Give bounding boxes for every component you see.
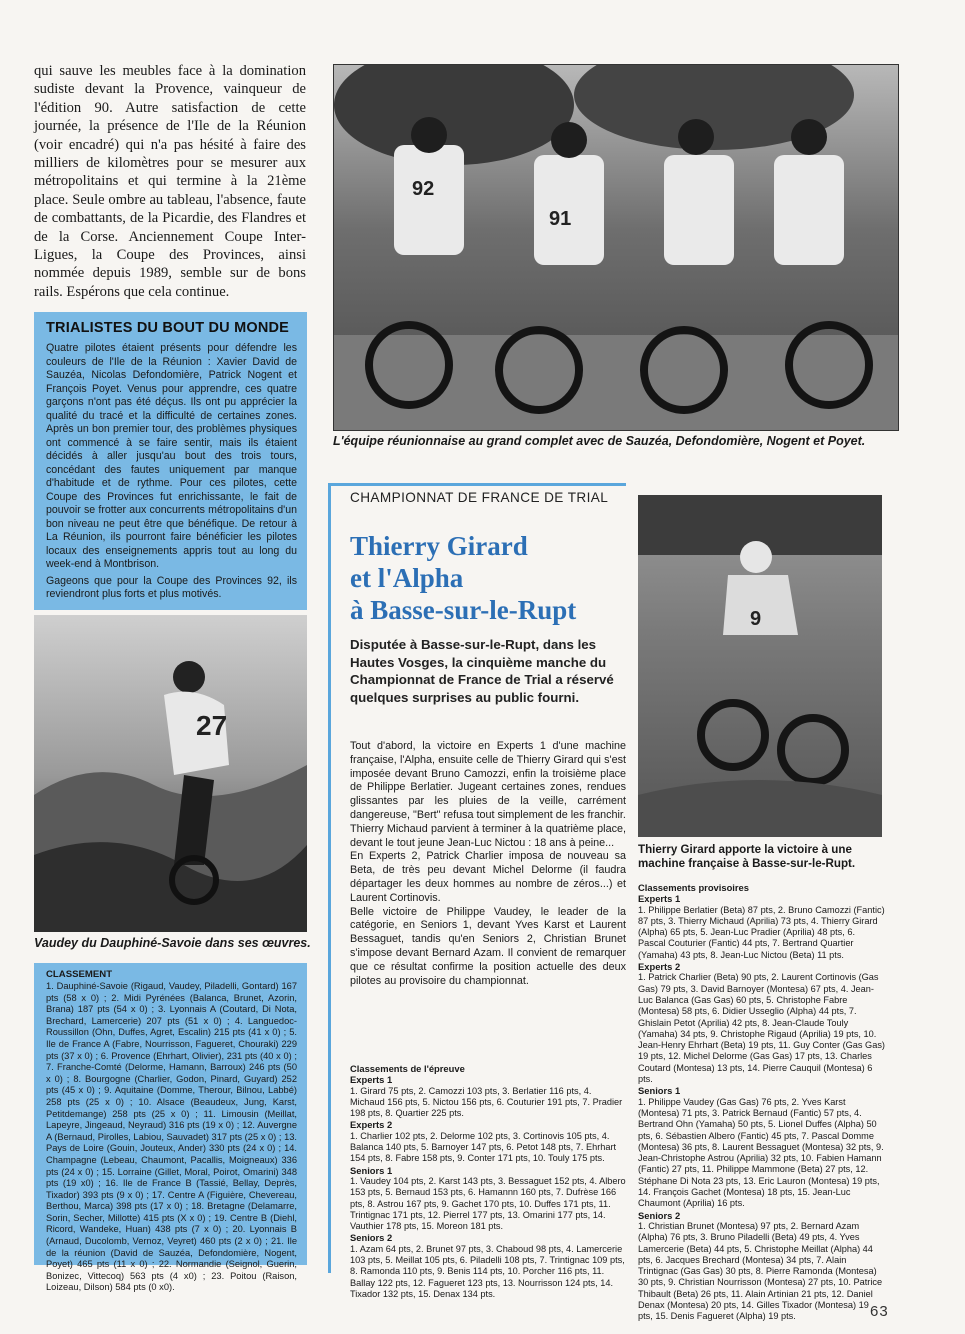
results-prov-seniors2-label: Seniors 2 [638,1209,681,1221]
results-epreuve [350,1063,626,1300]
bib-number-91: 91 [549,208,572,230]
caption-team: L'équipe réunionnaise au grand complet avec de Sauzéa, Defondomière, Nogent et Poyet. [333,434,866,448]
caption-vaudey: Vaudey du Dauphiné-Savoie dans ses œuvres. [34,936,311,950]
results-provisoires [638,882,885,1323]
results-prov-experts2-label: Experts 2 [638,961,681,973]
article-paragraph-3: En Experts 2, Patrick Charlier imposa de nouveau sa Beta, de très peu devant Michel Delorme (il faudra départager les deux hommes au nombre de zéros...) et Laurent Cortinovis. [350,850,626,904]
results-epreuve-experts2-label: Experts 2 [350,1119,393,1131]
bib-number-27: 27 [196,710,228,741]
headline-line-3: à Basse-sur-le-Rupt [350,595,577,625]
intro-paragraph: qui sauve les meubles face à la domination sudiste devant la Provence, vainqueur de l'édition 90. Autre satisfaction de cette journée, la présence de l'Ile de la Réunion (voir encadré) qui n'a pas hésité à faire des milliers de kilomètres pour se mesurer aux métropolitains et qui termine à la 21ème place. Seule ombre au tableau, l'absence, faute de combattants, de la Picardie, des Flandres et de la Corse. Anciennement Coupe Inter-Ligues, la Coupe des Provinces, ainsi nommée depuis 1989, semble sur de bons rails. Espérons que cela continue. [34,63,306,300]
sidebar-title: TRIALISTES DU BOUT DU MONDE [46,320,290,336]
article-paragraph-2: Thierry Michaud parvient à terminer à la quatrième place, devant le tout jeune Jean-Luc Nictou : 18 ans à peine... [350,822,626,849]
headline-line-2: et l'Alpha [350,563,464,593]
sidebar-paragraph-2: Gageons que pour la Coupe des Provinces 92, ils reviendront plus forts et plus motivés. [46,574,297,600]
results-prov-experts1: 1. Philippe Berlatier (Beta) 87 pts, 2. Bruno Camozzi (Fantic) 87 pts, 3. Thierry Michaud (Aprilia) 73 pts, 4. Thierry Girard (Alpha) 65 pts, 5. Jean-Luc Pradier (Aprilia) 48 pts, 6. Pascal Couturier (Fantic) 44 pts, 7. Bertrand Quartier (Yamaha) 43 pts, 8. Jean-Luc Nictou (Beta) 11 pts. [638,904,885,960]
results-epreuve-seniors2-label: Seniors 2 [350,1232,393,1244]
results-prov-seniors1: 1. Philippe Vaudey (Gas Gas) 76 pts, 2. Yves Karst (Montesa) 71 pts, 3. Patrick Bernaud (Fantic) 57 pts, 4. Bertrand Ohn (Yamaha) 50 pts, 5. Lionel Duffes (Alpha) 50 pts, 6. Sébastien Albero (Fantic) 45 pts, 7. Pascal Domme (Montesa) 36 pts, 8. Laurent Bessaguet (Montesa) 32 pts, 9. Jean-Christophe Astrou (Aprilia) 32 pts, 10. Fabien Hamann (Fantic) 27 pts, 11. Philippe Mammone (Beta) 27 pts, 12. Stéphane Di Nota 23 pts, 13. Eric Lauron (Montesa) 19 pts, 14. François Gachet (Montesa) 18 pts, 15. Jean-Luc Chaumont (Aprilia) 16 pts. [638,1096,884,1209]
article-lede: Disputée à Basse-sur-le-Rupt, dans les Hautes Vosges, la cinquième manche du Championnat de France de Trial a réservé quelques surprises au public fourni. [350,637,614,705]
page-number: 63 [870,1303,889,1320]
results-prov-title: Classements provisoires [638,882,749,893]
results-prov-experts2: 1. Patrick Charlier (Beta) 90 pts, 2. Laurent Cortinovis (Gas Gas) 79 pts, 3. David Barnoyer (Montesa) 67 pts, 4. Jean-Luc Balanca (Gas Gas) 60 pts, 5. Christophe Fabre (Montesa) 58 pts, 6. Didier Usseglio (Alpha) 44 pts, 7. Ghislain Petot (Aprilia) 42 pts, 8. Jean-Claude Touly (Yamaha) 34 pts, 9. Christophe Rigaud (Aprilia) 19 pts, 10. Jean-Henry Ehrhart (Beta) 19 pts, 11. Guy Conter (Gas Gas) 19 pts, 12. Michel Delorme (Gas Gas) 17 pts, 13. Charles Coutard (Montesa) 13 pts, 14. Pierre Cauquil (Montesa) 6 pts. [638,972,885,1085]
article-paragraph-1: Tout d'abord, la victoire en Experts 1 d'une machine française, l'Alpha, ensuite celle de Thierry Girard qui s'est imposée devant Bruno Camozzi, enfin la troisième place de Philippe Berlatier. Jugeant certaines zones, rendues glissantes par les pluies de la veille, carrément dangereuse, "Bert" refusa tout simplement de les franchir. [350,740,626,821]
results-epreuve-title: Classements de l'épreuve [350,1063,465,1074]
bib-number-92: 92 [412,178,435,200]
classement-text: 1. Dauphiné-Savoie (Rigaud, Vaudey, Piladelli, Gontard) 167 pts (58 x 0) ; 2. Midi Pyrénées (Balanca, Brunet, Azorin, Brana) 187 pts (54 x 0) ; 3. Lyonnais A (Coutard, Di Nota, Brechard, Lamercerie) 207 pts (51 x 0) ; 4. Languedoc-Roussillon (Ohn, Duffes, Agret, Escalin) 215 pts (41 x 0) ; 5. Ile de France A (Fabre, Nourrisson, Fagueret, Chouraki) 229 pts (37 x 0) ; 6. Provence (Ehrhart, Olivier), 231 pts (40 x 0) ; 7. Franche-Comté (Delorme, Hamann, Barroux) 246 pts (50 x 0) ; 8. Bourgogne (Charlier, Godon, Pinard, Guyard) 252 pts (45 x 0) ; 9. Aquitaine (Domme, Therour, Bilnou, Labbé) 258 pts (25 x 0) ; 10. Alsace (Beaudeux, Jung, Karst, Petitdemange) 258 pts (25 x 0) ; 11. Limousin (Meillat, Lapeyre, Jingeaud, Neyraud) 316 pts (19 x 0) ; 12. Auvergne A (Bernaud, Pirolles, Labiou, Sauvadet) 317 pts (25 x 0) ; 13. Pays de Loire (Gouin, Jouteux, Ander) 330 pts (24 x 0) ; 14. Champagne (Lebeau, Chaumont, Pacallis, Moigneaux) 336 pts (24 x 0) ; 15. Lorraine (Gillet, Moral, Poirot, Omarini) 348 pts (19 x0) ; 16. Ile de France B (Tassié, Bellay, Deprès, Tixador) 393 pts (9 x 0) ; 17. Centre A (Figuière, Chevereau, Berthou, Marca) 398 pts (17 x 0) ; 18. Bretagne (Delamarre, Sorin, Secher, Millotte) 415 pts (X x 0) ; 19. Centre B (Diehl, Ricord, Wandeke, Huan) 438 pts (7 x 0) ; 20. Lyonnais B (Arnaud, Ducolomb, Vernoz, Veyret) 460 pts (2 x 0) ; 21. Ile de la réunion (David de Sauzéa, Defondomière, Nogent, Poyet) 465 pts (11 x 0) ; 22. Normandie (Seignol, Guerin, Bonizec, Vittecoq) 563 pts (4 x0) ; 23. Poitou (Raison, Loizeau, Dilson) 584 pts (0 x0). [46,981,297,1293]
sidebar-box-reunion [34,312,307,610]
results-epreuve-seniors1-label: Seniors 1 [350,1164,393,1176]
results-prov-seniors2: 1. Christian Brunet (Montesa) 97 pts, 2. Bernard Azam (Alpha) 76 pts, 3. Bruno Piladelli (Beta) 49 pts, 4. Yves Lamercerie (Beta) 44 pts, 5. Christophe Meillat (Alpha) 44 pts, 6. Jacques Brechard (Montesa) 34 pts, 7. Alain Trintignac (Gas Gas) 30 pts, 8. Pierre Ramonda (Montesa) 30 pts, 9. Christian Nourrisson (Montesa) 27 pts, 10. Patrice Thibault (Beta) 26 pts, 11. Alain Artinian 21 pts, 12. Daniel Denax (Montesa) 20 pts, 14. Gilles Tixador (Montesa) 19 pts, 15. Denis Fagueret (Alpha) 19 pts. [638,1220,883,1322]
photo-girard [638,495,882,837]
photo-team-reunion [333,64,899,431]
results-prov-seniors1-label: Seniors 1 [638,1085,681,1097]
bib-number-9: 9 [750,608,762,630]
results-epreuve-experts1: 1. Girard 75 pts, 2. Camozzi 103 pts, 3. Berlatier 116 pts, 4. Michaud 156 pts, 5. Nictou 156 pts, 6. Couturier 191 pts, 7. Pradier 198 pts, 8. Quartier 225 pts. [350,1085,623,1119]
photo-vaudey [34,615,307,932]
results-prov-experts1-label: Experts 1 [638,893,681,905]
caption-girard: Thierry Girard apporte la victoire à une machine française à Basse-sur-le-Rupt. [638,843,856,870]
results-epreuve-experts2: 1. Charlier 102 pts, 2. Delorme 102 pts, 3. Cortinovis 105 pts, 4. Balanca 140 pts, 5. Barnoyer 147 pts, 6. Petot 148 pts, 7. Ehrhart 154 pts, 8. Fabre 158 pts, 9. Conter 171 pts, 10. Touly 175 pts. [350,1130,617,1164]
results-epreuve-seniors2: 1. Azam 64 pts, 2. Brunet 97 pts, 3. Chaboud 98 pts, 4. Lamercerie 103 pts, 5. Meillat 105 pts, 6. Piladelli 108 pts, 7. Trintignac 109 pts, 8. Ramonda 110 pts, 9. Benis 114 pts, 10. Porcher 116 pts, 11. Ballay 122 pts, 12. Fagueret 123 pts, 13. Nourrisson 124 pts, 14. Tixador 132 pts, 15. Denax 134 pts. [350,1243,625,1299]
classement-box [34,963,307,1293]
classement-title: CLASSEMENT [46,969,113,980]
results-epreuve-seniors1: 1. Vaudey 104 pts, 2. Karst 143 pts, 3. Bessaguet 152 pts, 4. Albero 153 pts, 5. Bernaud 153 pts, 6. Hamannn 160 pts, 7. Dufrèse 166 pts, 8. Astrou 167 pts, 9. Gachet 170 pts, 10. Duffes 171 pts, 11. Trintignac 171 pts, 12. Pierrel 177 pts, 13. Omarini 177 pts, 14. Vauthier 178 pts, 15. Moreon 181 pts. [350,1175,626,1232]
results-epreuve-experts1-label: Experts 1 [350,1074,393,1086]
article-body [350,740,626,988]
article-kicker: CHAMPIONNAT DE FRANCE DE TRIAL [350,490,609,505]
sidebar-paragraph-1: Quatre pilotes étaient présents pour défendre les couleurs de l'Ile de la Réunion : Xavier David de Sauzéa, Nicolas Defondomière, Patrick Nogent et François Poyet. Venus pour apprendre, ces quatre garçons n'ont pas été déçus. Ils ont pu apprécier la qualité du tracé et la difficulté de certaines zones. Après un bon premier tour, des problèmes physiques ont commencé à se faire sentir, mais ils étaient décidés à aller jusqu'au bout des trois tours, concédant des fautes uniquement par manque d'habitude et de rythme. Pour ces pilotes, cette Coupe des Provinces fut enrichissante, le fait de pouvoir se frotter aux concurrents métropolitains d'un bon niveau ne peut être que bénéfique. De retour à La Réunion, ils pourront faire bénéficier les pilotes locaux des enseignements appris tout au long du week-end à Montbrison. [46,342,297,570]
headline-line-1: Thierry Girard [350,531,528,561]
article-paragraph-4: Belle victoire de Philippe Vaudey, le leader de la catégorie, en Seniors 1, devant Yves Karst et Laurent Bessaguet, tandis qu'en Seniors 2, Christian Brunet s'impose devant Bernard Azam. Il convient de remarquer que ce résultat confirme la position actuelle des deux pilotes au provisoire du championnat. [350,905,626,987]
article-headline [350,530,610,626]
